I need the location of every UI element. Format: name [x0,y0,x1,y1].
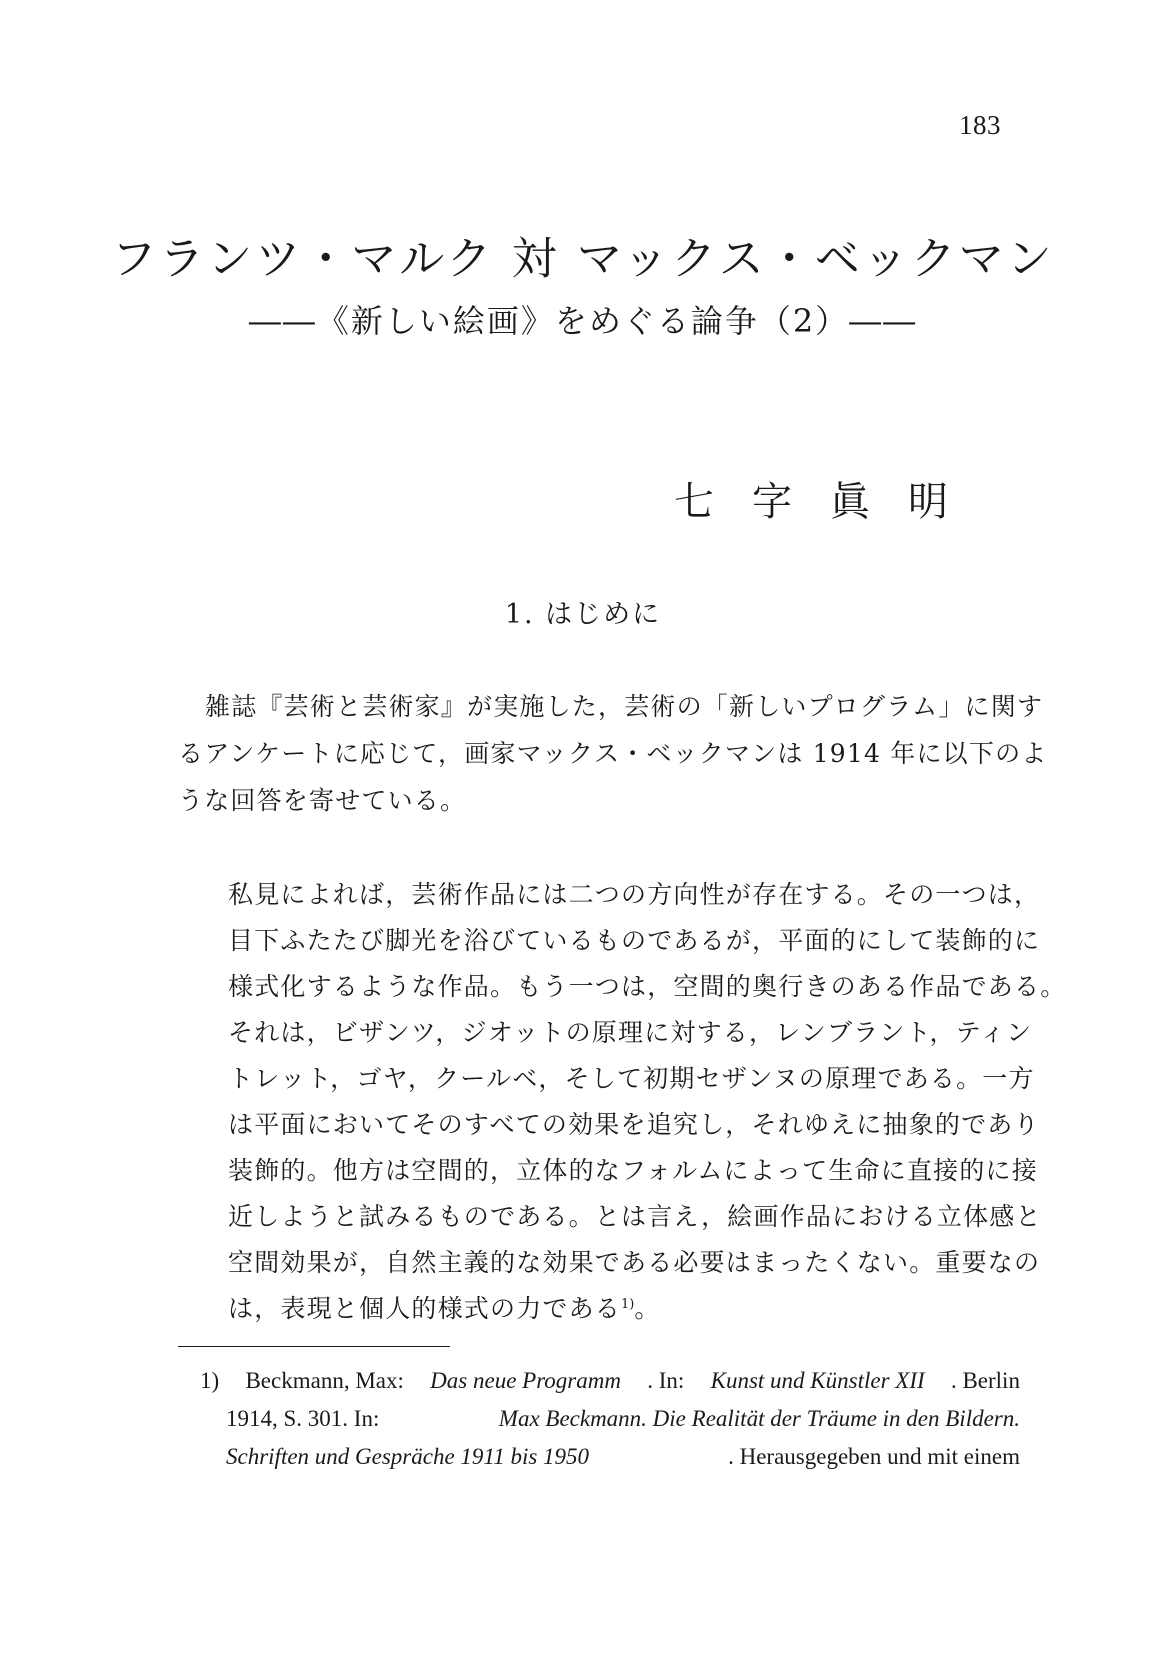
quote-end-punctuation: 。 [634,1294,661,1323]
paragraph-line: るアンケートに応じて，画家マックス・ベックマンは 1914 年に以下のよ [178,739,1048,768]
quote-line: 空間効果が，自然主義的な効果である必要はまったくない。重要なの [228,1248,1041,1277]
footnote-text: . Berlin [950,1368,1020,1393]
footnote-book-italic: Max Beckmann. Die Realität der Träume in den Bildern. [498,1406,1020,1431]
intro-paragraph [178,683,1048,824]
paragraph-line: 雑誌『芸術と芸術家』が実施した，芸術の「新しいプログラム」に関す [205,692,1044,721]
quote-line: 私見によれば，芸術作品には二つの方向性が存在する。その一つは， [228,880,1041,909]
footnote [200,1362,1020,1476]
article-title: フランツ・マルク 対 マックス・ベックマン [111,232,1055,285]
quote-line: は平面においてそのすべての効果を追究し，それゆえに抽象的であり [228,1110,1040,1139]
footnote-line [200,1400,1020,1438]
footnote-divider [178,1346,450,1347]
footnote-text: 1914, S. 301. In: [226,1406,380,1431]
paragraph-line: うな回答を寄せている。 [178,786,467,815]
footnote-text: . Herausgegeben und mit einem [728,1444,1020,1469]
article-subtitle: ――《新しい絵画》をめぐる論争（2）―― [248,302,918,340]
quote-line: それは，ビザンツ，ジオットの原理に対する，レンブラント，ティン [228,1018,1033,1047]
footnote-reference[interactable]: 1) [621,1297,635,1312]
quote-line: 様式化するような作品。もう一つは，空間的奥行きのある作品である。 [228,972,1067,1001]
footnote-line [200,1438,1020,1476]
quote-line: 近しようと試みるものである。とは言え，絵画作品における立体感と [228,1202,1042,1231]
footnote-journal-italic: Kunst und Künstler XII [710,1368,925,1393]
page-number: 183 [959,110,1001,140]
quote-last-line [228,1286,1024,1332]
quote-text: は，表現と個人的様式の力である [228,1294,622,1323]
footnote-title-italic: Das neue Programm [430,1368,621,1393]
quote-line: トレット，ゴヤ，クールベ，そして初期セザンヌの原理である。一方 [228,1064,1035,1093]
footnote-line [200,1362,1020,1400]
footnote-text: Beckmann, Max: [245,1368,404,1393]
footnote-text: . In: [647,1368,685,1393]
quote-line: 装飾的。他方は空間的，立体的なフォルムによって生命に直接的に接 [228,1156,1038,1185]
block-quote [228,872,1067,1332]
author-name: 七字眞明 [674,479,986,525]
footnote-book-italic: Schriften und Gespräche 1911 bis 1950 [226,1444,590,1469]
section-heading: 1. はじめに [504,599,662,630]
quote-line: 目下ふたたび脚光を浴びているものであるが，平面的にして装飾的に [228,926,1041,955]
footnote-marker: 1) [200,1368,220,1393]
